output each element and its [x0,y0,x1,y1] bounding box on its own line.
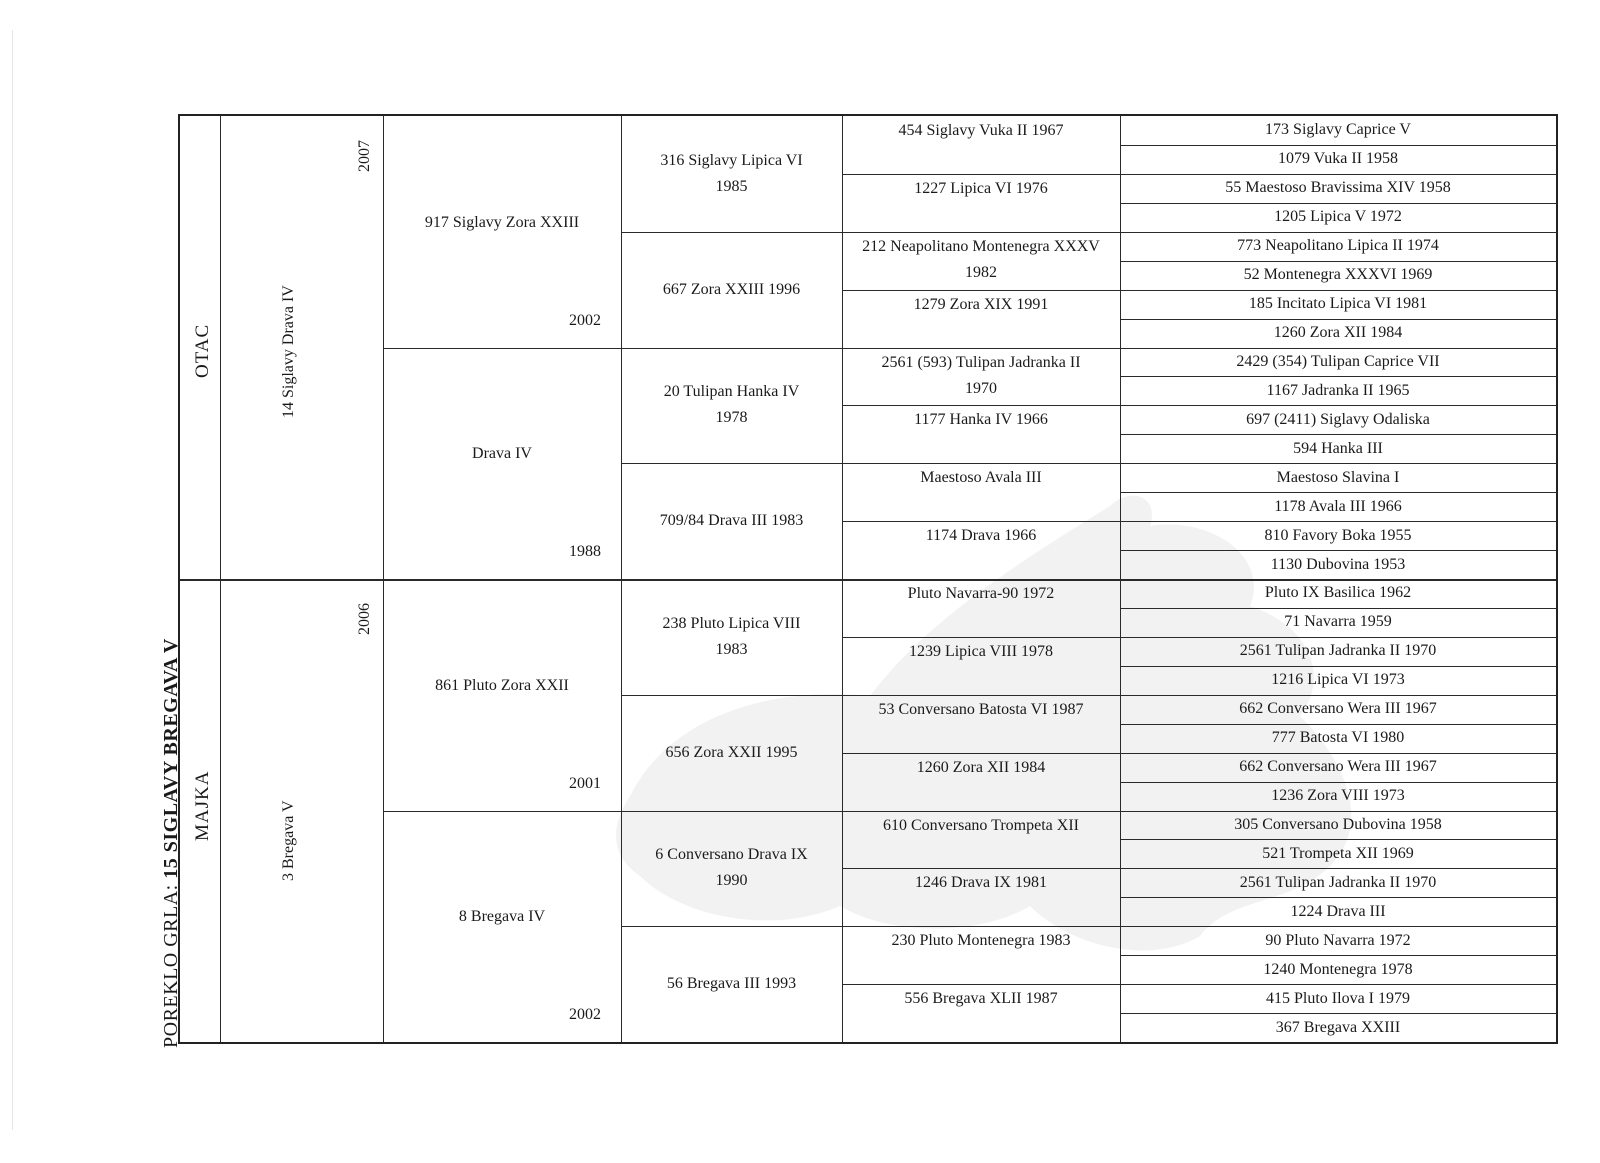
ancestor-name: 1246 Drava IX 1981 [915,874,1047,892]
ancestor-name: Maestoso Avala III [920,469,1042,487]
gen5-ancestor: 1224 Drava III [1290,902,1386,920]
ancestor-name: 2561 (593) Tulipan Jadranka II [881,353,1081,371]
row-divider [842,405,1556,406]
grandparent-year: 2002 [569,1006,601,1023]
row-divider [842,868,1556,869]
gen5-ancestor: 1205 Lipica V 1972 [1274,208,1402,226]
gen5-ancestor: 810 Favory Boka 1955 [1264,526,1412,544]
section-sire: OTAC [192,323,213,378]
ancestor-name: 556 Bregava XLII 1987 [904,990,1058,1008]
grandparent-year: 2001 [569,774,601,792]
ancestor-name: 1177 Hanka IV 1966 [914,411,1048,429]
ancestor-year: 1983 [715,640,748,658]
gen4-ancestor [842,755,1120,781]
gen4-ancestor [842,986,1120,1012]
parent-name: 3 Bregava V [280,799,297,881]
parent-year: 2007 [356,140,373,172]
ancestor-name: 1279 Zora XIX 1991 [913,295,1049,313]
gen5-ancestor: 662 Conversano Wera III 1967 [1239,758,1437,776]
title-prefix: POREKLO GRLA: [160,884,182,1048]
ancestor-name: 1239 Lipica VIII 1978 [908,642,1054,660]
ancestor-name: 53 Conversano Batosta VI 1987 [878,700,1084,718]
gen5-ancestor: 1260 Zora XII 1984 [1273,324,1403,342]
gen4-ancestor [842,813,1120,839]
grandparent-name: 861 Pluto Zora XXII [435,676,569,694]
gen5-ancestor: 90 Pluto Navarra 1972 [1265,931,1411,949]
parent-year: 2006 [356,603,373,635]
ancestor-year: 1985 [715,177,748,195]
gen5-ancestor: 55 Maestoso Bravissima XIV 1958 [1225,179,1451,197]
ancestor-name: 238 Pluto Lipica VIII [662,614,801,632]
gen5-ancestor: 697 (2411) Siglavy Odaliska [1246,410,1430,428]
gen4-ancestor [842,928,1120,954]
gen4-ancestor [842,234,1120,286]
gen5-ancestor: 367 Bregava XXIII [1275,1018,1401,1036]
gen3-ancestor [621,379,842,431]
gen5-ancestor: 1240 Montenegra 1978 [1263,960,1413,978]
section-dam: MAJKA [192,770,213,841]
gen4-ancestor [842,465,1120,491]
ancestor-name: Pluto Navarra-90 1972 [907,585,1055,602]
row-divider [1120,839,1556,840]
gen5-ancestor: 773 Neapolitano Lipica II 1974 [1237,237,1439,255]
gen4-ancestor [842,581,1120,607]
page-edge [12,30,13,1130]
gen4-ancestor [842,292,1120,318]
gen4-ancestor [842,118,1120,144]
gen4-ancestor [842,350,1120,402]
gen4-ancestor [842,697,1120,723]
gen3-ancestor [621,277,842,303]
gen5-ancestor: 305 Conversano Dubovina 1958 [1234,815,1442,833]
parent-name: 14 Siglavy Drava IV [280,284,297,418]
gen5-ancestor: 1216 Lipica VI 1973 [1271,671,1405,689]
pedigree-table [178,114,1558,1044]
gen5-ancestor: Pluto IX Basilica 1962 [1264,584,1412,602]
gen5-ancestor: 1236 Zora VIII 1973 [1271,787,1405,805]
ancestor-name: 56 Bregava III 1993 [666,975,797,993]
gen5-ancestor: 2429 (354) Tulipan Caprice VII [1236,352,1440,370]
ancestor-year: 1978 [715,409,748,427]
gen4-ancestor [842,639,1120,665]
gen5-ancestor: 173 Siglavy Caprice V [1265,121,1411,139]
gen5-ancestor: 2561 Tulipan Jadranka II 1970 [1239,642,1437,660]
ancestor-name: 656 Zora XXII 1995 [665,743,798,761]
grandparent-name: 917 Siglavy Zora XXIII [424,213,580,231]
ancestor-name: 610 Conversano Trompeta XII [883,816,1079,834]
ancestor-name: 667 Zora XXIII 1996 [662,280,801,298]
gen3-ancestor [621,611,842,663]
gen5-ancestor: 777 Batosta VI 1980 [1271,729,1405,747]
ancestor-name: 1227 Lipica VI 1976 [914,179,1048,197]
ancestor-name: 230 Pluto Montenegra 1983 [891,932,1071,950]
row-divider [1120,376,1556,377]
ancestor-year: 1982 [965,263,997,281]
horse-name: 15 SIGLAVY BREGAVA V [160,638,182,879]
ancestor-name: 212 Neapolitano Montenegra XXXV [862,237,1100,255]
gen5-ancestor: 662 Conversano Wera III 1967 [1239,700,1437,718]
gen5-ancestor: 52 Montenegra XXXVI 1969 [1243,266,1433,284]
ancestor-name: 316 Siglavy Lipica VI [660,151,803,169]
gen3-ancestor [621,842,842,894]
ancestor-name: 6 Conversano Drava IX [655,846,808,864]
grandparent-name: Drava IV [472,445,532,463]
gen5-ancestor: 1167 Jadranka II 1965 [1266,381,1410,399]
gen3-ancestor [621,508,842,534]
gen4-ancestor [842,870,1120,896]
gen4-ancestor [842,176,1120,202]
ancestor-name: 1260 Zora XII 1984 [916,758,1046,776]
ancestor-year: 1970 [965,379,997,397]
ancestor-name: 20 Tulipan Hanka IV [663,383,800,401]
gen4-ancestor [842,523,1120,549]
gen5-ancestor: 1130 Dubovina 1953 [1270,555,1406,573]
gen4-ancestor [842,407,1120,433]
gen5-ancestor: 2561 Tulipan Jadranka II 1970 [1239,873,1437,891]
ancestor-name: 454 Siglavy Vuka II 1967 [898,122,1064,139]
gen5-ancestor: 185 Incitato Lipica VI 1981 [1248,295,1428,313]
gen3-ancestor [621,740,842,766]
ancestor-name: 1174 Drava 1966 [925,527,1037,545]
grandparent-name: 8 Bregava IV [458,908,546,926]
gen3-ancestor [621,148,842,200]
gen5-ancestor: 1178 Avala III 1966 [1274,497,1402,515]
ancestor-name: 709/84 Drava III 1983 [659,512,804,530]
gen5-ancestor: Maestoso Slavina I [1276,468,1400,486]
gen5-ancestor: 415 Pluto Ilova I 1979 [1266,989,1410,1007]
gen5-ancestor: 1079 Vuka II 1958 [1277,150,1399,168]
gen3-ancestor [621,971,842,997]
gen5-ancestor: 71 Navarra 1959 [1284,613,1392,631]
ancestor-year: 1990 [715,872,748,890]
gen5-ancestor: 594 Hanka III [1293,439,1383,457]
grandparent-year: 2002 [569,311,601,329]
grandparent-year: 1988 [569,543,601,560]
gen5-ancestor: 521 Trompeta XII 1969 [1262,844,1414,862]
